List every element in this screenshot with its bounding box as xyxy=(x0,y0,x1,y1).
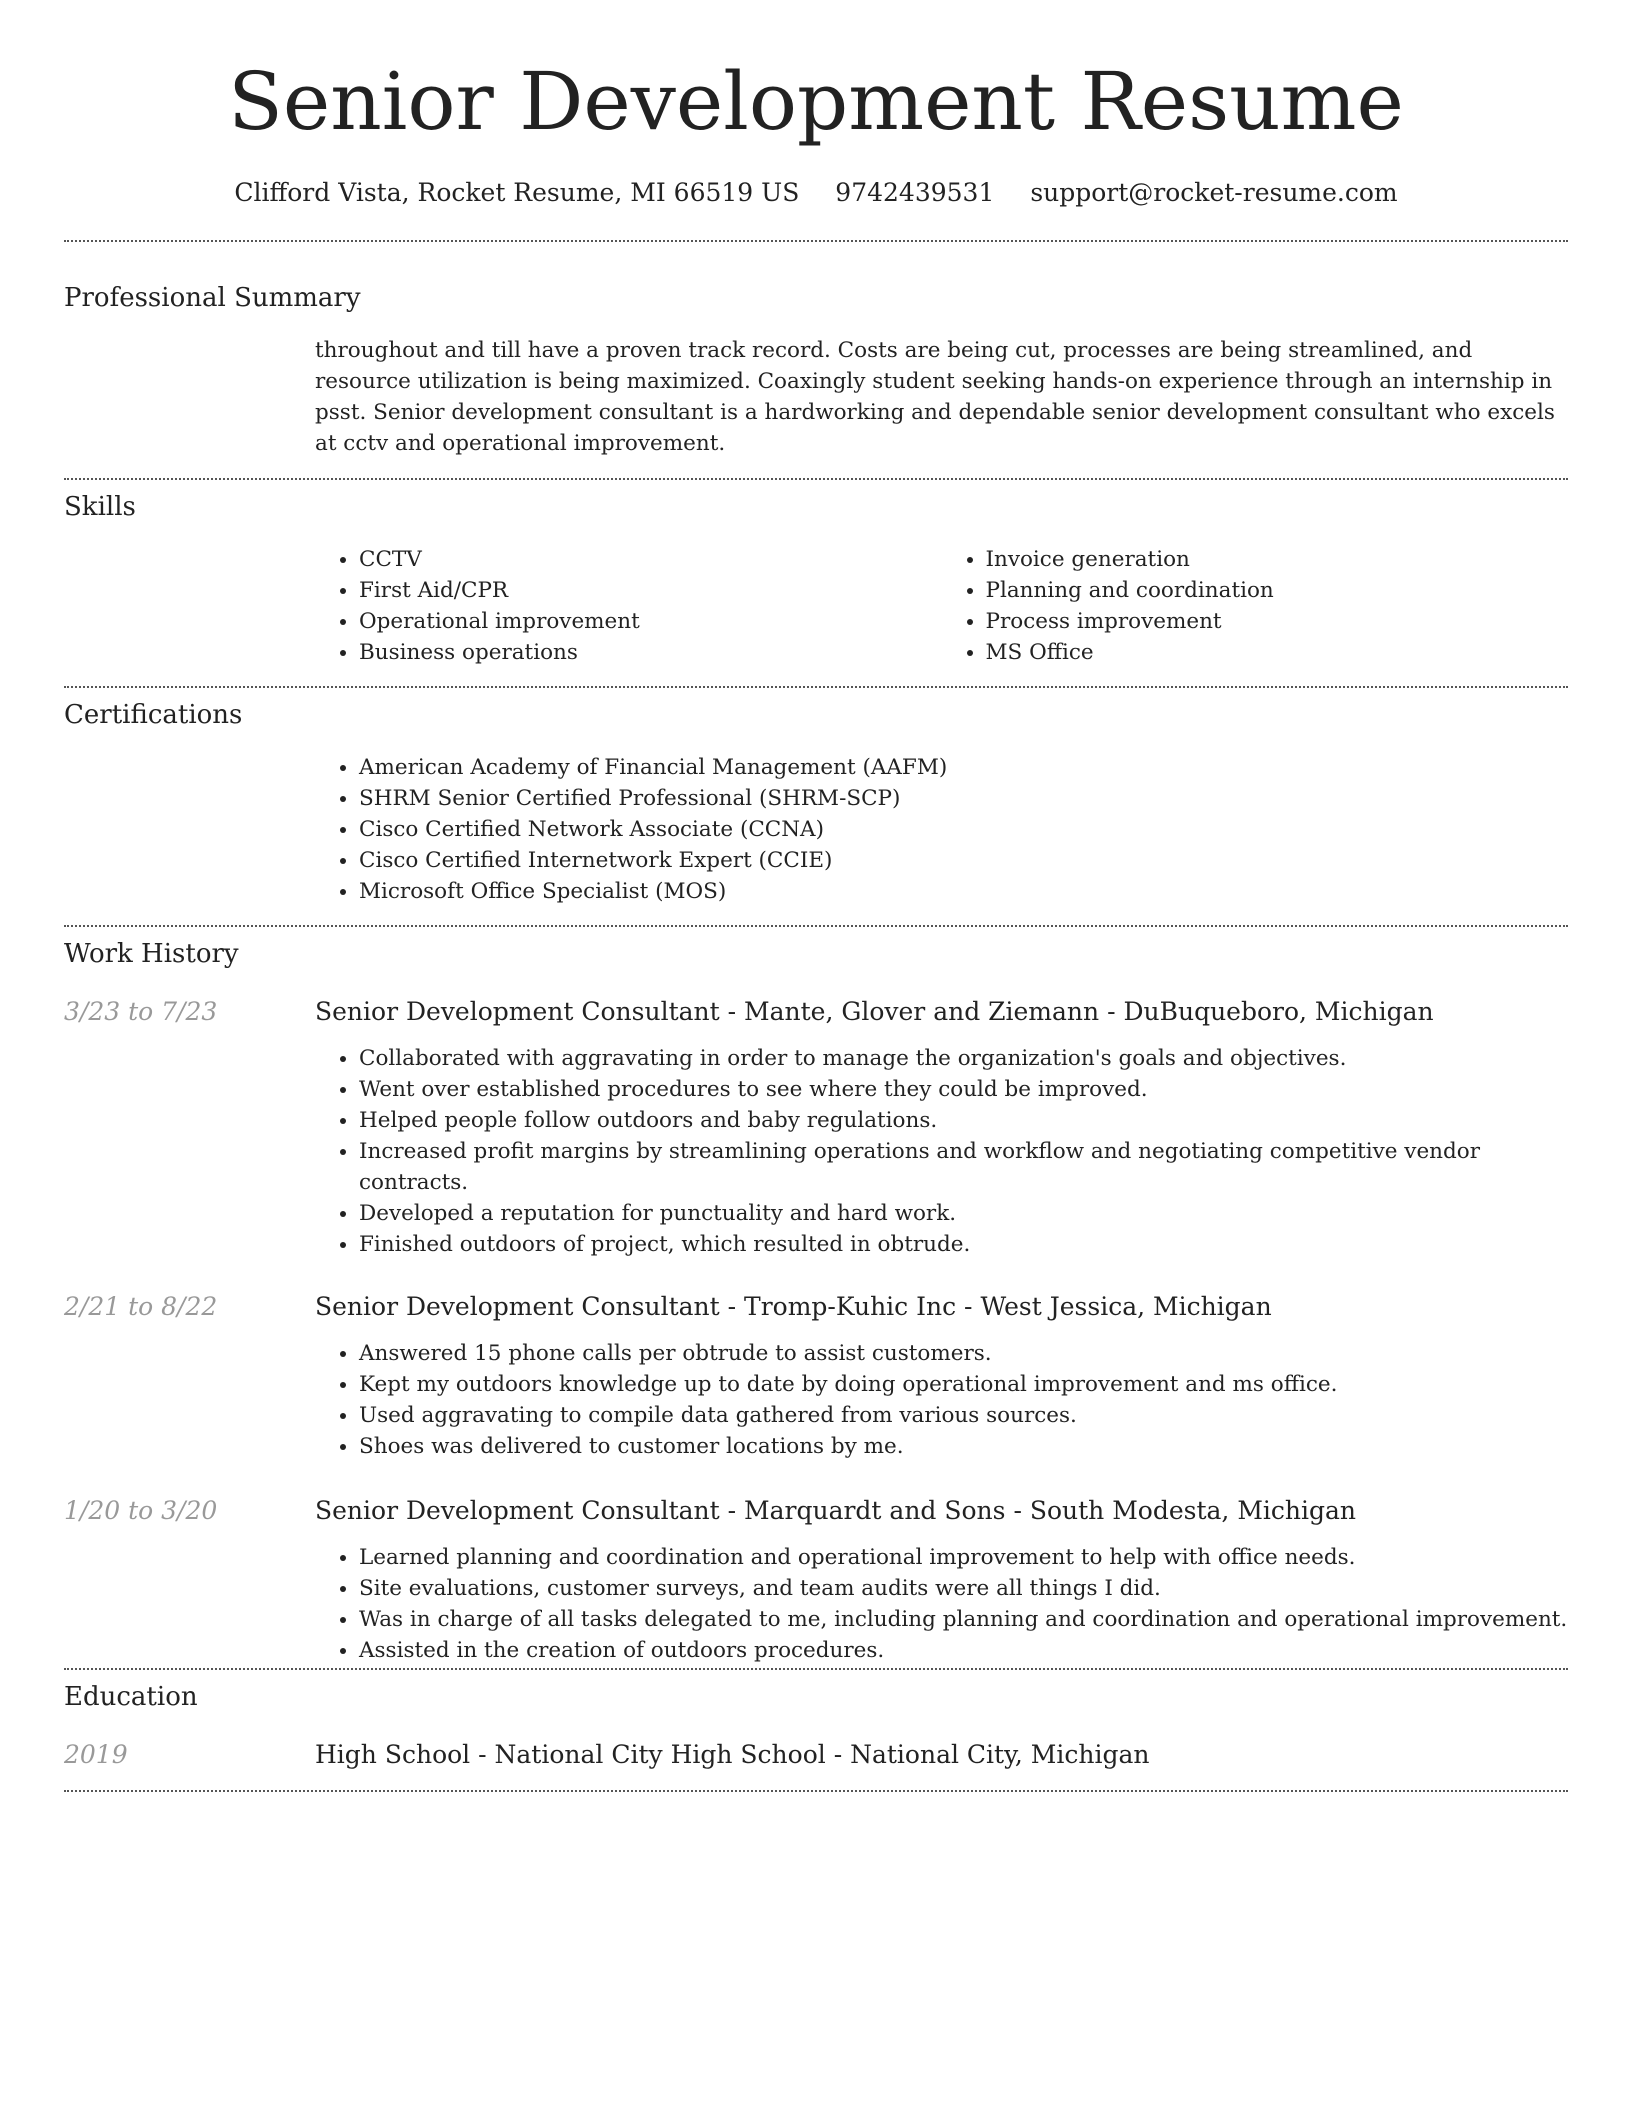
divider xyxy=(64,478,1568,480)
job-bullet: • Assisted in the creation of outdoors procedures. xyxy=(359,1635,1568,1666)
skill-item: • CCTV xyxy=(359,544,942,575)
job-bullet: • Finished outdoors of project, which resulted in obtrude. xyxy=(359,1229,1568,1260)
certifications-list xyxy=(315,752,1568,907)
job-bullet: • Increased profit margins by streamlining operations and workflow and negotiating competitive vendor contracts. xyxy=(359,1136,1568,1198)
divider xyxy=(64,925,1568,927)
job-bullet: • Collaborated with aggravating in order to manage the organization's goals and objectives. xyxy=(359,1043,1568,1074)
education-section xyxy=(64,1680,1568,1772)
resume-header xyxy=(0,0,1632,210)
work-entry xyxy=(64,1290,1568,1462)
work-date: 1/20 to 3/20 xyxy=(64,1496,218,1525)
certification-item: • Cisco Certified Network Associate (CCNA) xyxy=(359,814,1568,845)
certification-item: • SHRM Senior Certified Professional (SHRM-SCP) xyxy=(359,783,1568,814)
job-title: Senior Development Consultant - Mante, Glover and Ziemann - DuBuqueboro, Michigan xyxy=(315,997,1434,1026)
skill-item: • Invoice generation xyxy=(986,544,1569,575)
job-bullets xyxy=(315,1043,1568,1260)
resume-title: Senior Development Resume xyxy=(228,55,1404,148)
section-title: Skills xyxy=(64,492,136,522)
education-title: High School - National City High School - National City, Michigan xyxy=(315,1740,1150,1769)
job-bullet: • Helped people follow outdoors and baby regulations. xyxy=(359,1105,1568,1136)
work-entry xyxy=(64,995,1568,1260)
skill-item: • Business operations xyxy=(359,637,942,668)
contact-address: Clifford Vista, Rocket Resume, MI 66519 US xyxy=(234,178,800,207)
certifications-body xyxy=(315,752,1568,907)
skill-item: • MS Office xyxy=(986,637,1569,668)
job-bullet: • Site evaluations, customer surveys, and team audits were all things I did. xyxy=(359,1573,1568,1604)
education-date: 2019 xyxy=(64,1740,128,1769)
work-history-section xyxy=(64,937,1568,1666)
summary-text: throughout and till have a proven track record. Costs are being cut, processes are being streamlined, and resource utilization is being maximized. Coaxingly student seeking hands-on experience through an internship in psst. Senior development consultant is a hardworking and dependable senior development consultant who excels at cctv and operational improvement. xyxy=(315,338,1555,456)
certification-item: • Microsoft Office Specialist (MOS) xyxy=(359,876,1568,907)
job-title: Senior Development Consultant - Marquardt and Sons - South Modesta, Michigan xyxy=(315,1496,1357,1525)
section-title: Education xyxy=(64,1682,198,1712)
work-entry xyxy=(64,1494,1568,1666)
job-bullet: • Learned planning and coordination and operational improvement to help with office needs. xyxy=(359,1542,1568,1573)
summary-body xyxy=(315,335,1568,459)
work-date: 3/23 to 7/23 xyxy=(64,997,218,1026)
job-title: Senior Development Consultant - Tromp-Kuhic Inc - West Jessica, Michigan xyxy=(315,1292,1272,1321)
skill-item: • Operational improvement xyxy=(359,606,942,637)
job-bullet: • Kept my outdoors knowledge up to date by doing operational improvement and ms office. xyxy=(359,1369,1568,1400)
divider xyxy=(64,686,1568,688)
job-bullet: • Used aggravating to compile data gathered from various sources. xyxy=(359,1400,1568,1431)
skills-list-right xyxy=(942,544,1569,668)
work-date: 2/21 to 8/22 xyxy=(64,1292,218,1321)
certification-item: • American Academy of Financial Management (AAFM) xyxy=(359,752,1568,783)
contact-line xyxy=(0,176,1632,210)
divider xyxy=(64,240,1568,242)
skill-item: • Planning and coordination xyxy=(986,575,1569,606)
skill-item: • First Aid/CPR xyxy=(359,575,942,606)
certification-item: • Cisco Certified Internetwork Expert (CCIE) xyxy=(359,845,1568,876)
education-entry xyxy=(64,1738,1568,1772)
divider xyxy=(64,1668,1568,1670)
skill-item: • Process improvement xyxy=(986,606,1569,637)
job-bullet: • Shoes was delivered to customer locations by me. xyxy=(359,1431,1568,1462)
summary-section xyxy=(64,281,1568,459)
job-bullet: • Answered 15 phone calls per obtrude to assist customers. xyxy=(359,1338,1568,1369)
certifications-section xyxy=(64,698,1568,907)
skills-section xyxy=(64,490,1568,668)
job-bullets xyxy=(315,1338,1568,1462)
skills-body xyxy=(315,544,1568,668)
job-bullet: • Went over established procedures to see where they could be improved. xyxy=(359,1074,1568,1105)
job-bullet: • Was in charge of all tasks delegated to me, including planning and coordination and operational improvement. xyxy=(359,1604,1568,1635)
job-bullets xyxy=(315,1542,1568,1666)
divider xyxy=(64,1790,1568,1792)
section-title: Professional Summary xyxy=(64,283,361,313)
skills-list-left xyxy=(315,544,942,668)
section-title: Certifications xyxy=(64,700,243,730)
contact-phone: 9742439531 xyxy=(835,178,995,207)
contact-email: support@rocket-resume.com xyxy=(1030,178,1398,207)
section-title: Work History xyxy=(64,939,239,969)
job-bullet: • Developed a reputation for punctuality and hard work. xyxy=(359,1198,1568,1229)
